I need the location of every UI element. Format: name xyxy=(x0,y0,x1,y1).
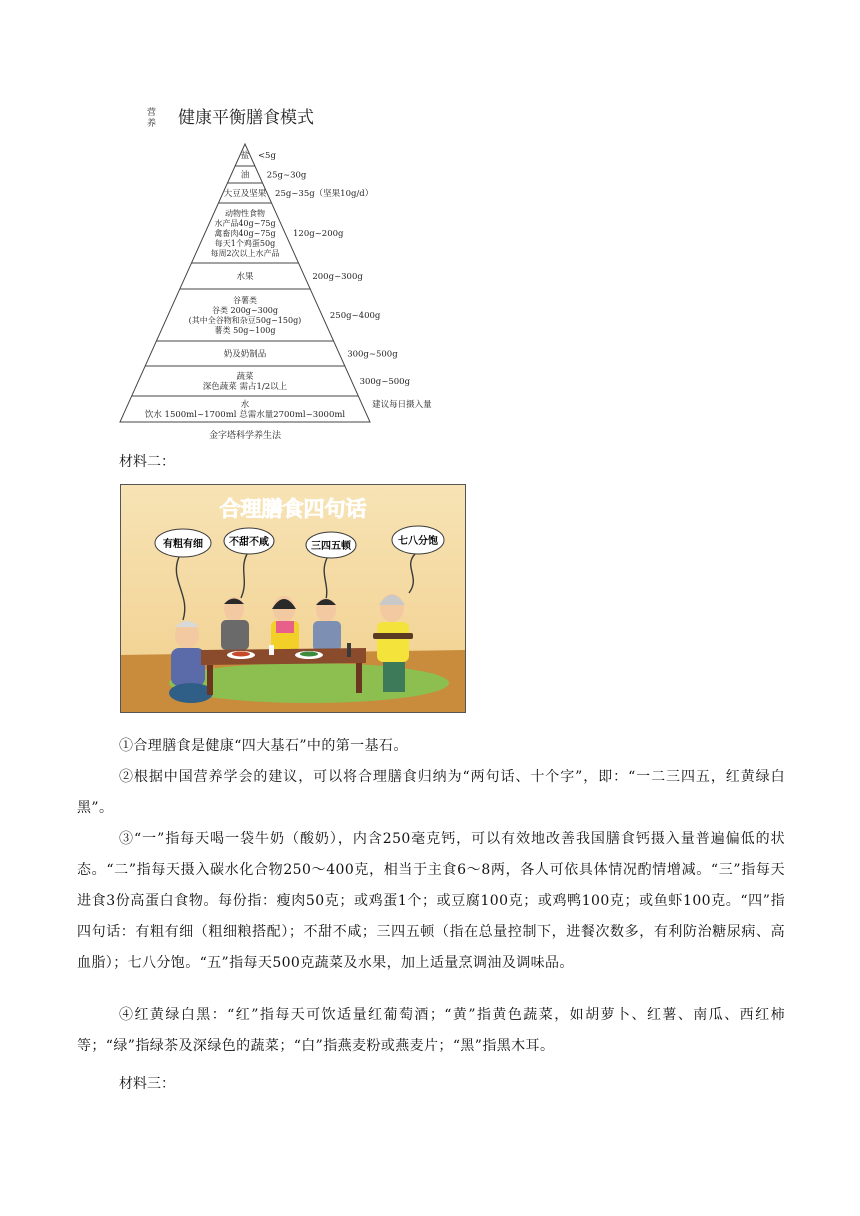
pyramid-caption: 金字塔科学养生法 xyxy=(208,431,282,441)
bubble-text: 七八分饱 xyxy=(398,536,438,547)
side-label-char: 营 xyxy=(147,108,157,118)
pyramid-amount-label: 200g~300g xyxy=(312,272,363,282)
pyramid-amount-label: 25g~35g（坚果10g/d） xyxy=(275,189,374,199)
pyramid-band-text: 每天1个鸡蛋50g xyxy=(214,239,276,248)
pyramid-band-text: 大豆及坚果 xyxy=(223,189,267,199)
pyramid-band-text: 薯类 50g~100g xyxy=(214,326,276,335)
bubble-text: 有粗有细 xyxy=(163,539,203,550)
pyramid-band-text: 深色蔬菜 需占1/2以上 xyxy=(202,382,288,392)
pyramid-title: 健康平衡膳食模式 xyxy=(178,108,314,128)
diet-cartoon xyxy=(120,484,466,713)
pyramid-band-text: 盐 xyxy=(240,151,250,161)
bubble-text: 三四五顿 xyxy=(311,541,351,552)
pyramid-band-text: 奶及奶制品 xyxy=(223,349,267,360)
material-two-label: 材料二： xyxy=(119,454,175,470)
food-pyramid-figure xyxy=(110,100,450,445)
pyramid-amount-label: 建议每日摄入量 xyxy=(372,400,432,410)
pyramid-band-text: 每周2次以上水产品 xyxy=(210,249,280,258)
paragraph-4: ④红黄绿白黑：“红”指每天可饮适量红葡萄酒；“黄”指黄色蔬菜，如胡萝卜、红薯、南瓜、西红柿等；“绿”指绿茶及深绿色的蔬菜；“白”指燕麦粉或燕麦片；“黑”指黑木耳。 xyxy=(77,1007,785,1054)
pyramid-band-text: 谷薯类 xyxy=(233,296,257,305)
pyramid-band-text: 水果 xyxy=(236,272,254,282)
pyramid-band-text: 水 xyxy=(240,400,250,410)
pyramid-band-text: 饮水 1500ml~1700ml 总需水量2700ml~3000ml xyxy=(144,410,346,420)
side-label-char: 养 xyxy=(147,119,157,129)
paragraph-1: ①合理膳食是健康“四大基石”中的第一基石。 xyxy=(119,738,408,754)
cartoon-illustration xyxy=(121,485,465,712)
pyramid-amount-label: 300g~500g xyxy=(359,377,411,387)
pyramid-amount-label: 250g~400g xyxy=(329,311,381,321)
pyramid-band-text: 油 xyxy=(240,170,250,181)
pyramid-band-text: 谷类 200g~300g xyxy=(211,306,279,315)
pyramid-band-text: 蔬菜 xyxy=(236,372,254,382)
pyramid-amount-label: 25g~30g xyxy=(266,170,307,181)
pyramid-amount-label: 120g~200g xyxy=(293,229,344,239)
pyramid-amount-label: 300g~500g xyxy=(347,349,398,360)
bubble-text: 不甜不咸 xyxy=(229,537,269,548)
cartoon-title: 合理膳食四句话 xyxy=(219,497,367,521)
pyramid-band-text: 动物性食物 xyxy=(225,209,265,218)
paragraph-3: ③“一”指每天喝一袋牛奶（酸奶），内含250毫克钙，可以有效地改善我国膳食钙摄入量普遍偏低的状态。“二”指每天摄入碳水化合物250～400克，相当于主食6～8两，各人可依具体情况酌情增减。“三”指每天进食3份高蛋白食物。每份指：瘦肉50克；或鸡蛋1个；或豆腐100克；或鸡鸭100克；或鱼虾100克。“四”指四句话：有粗有细（粗细粮搭配）；不甜不咸；三四五顿（指在总量控制下，进餐次数多，有利防治糖尿病、高血脂）；七八分饱。“五”指每天500克蔬菜及水果，加上适量烹调油及调味品。 xyxy=(77,831,785,971)
pyramid-amount-label: <5g xyxy=(257,151,276,161)
paragraph-2: ②根据中国营养学会的建议，可以将合理膳食归纳为“两句话、十个字”，即：“一二三四五，红黄绿白黑”。 xyxy=(77,769,785,816)
pyramid-band-text: 禽畜肉40g~75g xyxy=(214,229,276,238)
pyramid-band-text: (其中全谷物和杂豆50g~150g) xyxy=(188,316,302,325)
material-three-label: 材料三： xyxy=(119,1076,175,1092)
pyramid-band-text: 水产品40g~75g xyxy=(214,219,276,228)
pyramid-bands xyxy=(132,150,432,420)
pyramid-side-label xyxy=(147,106,156,129)
